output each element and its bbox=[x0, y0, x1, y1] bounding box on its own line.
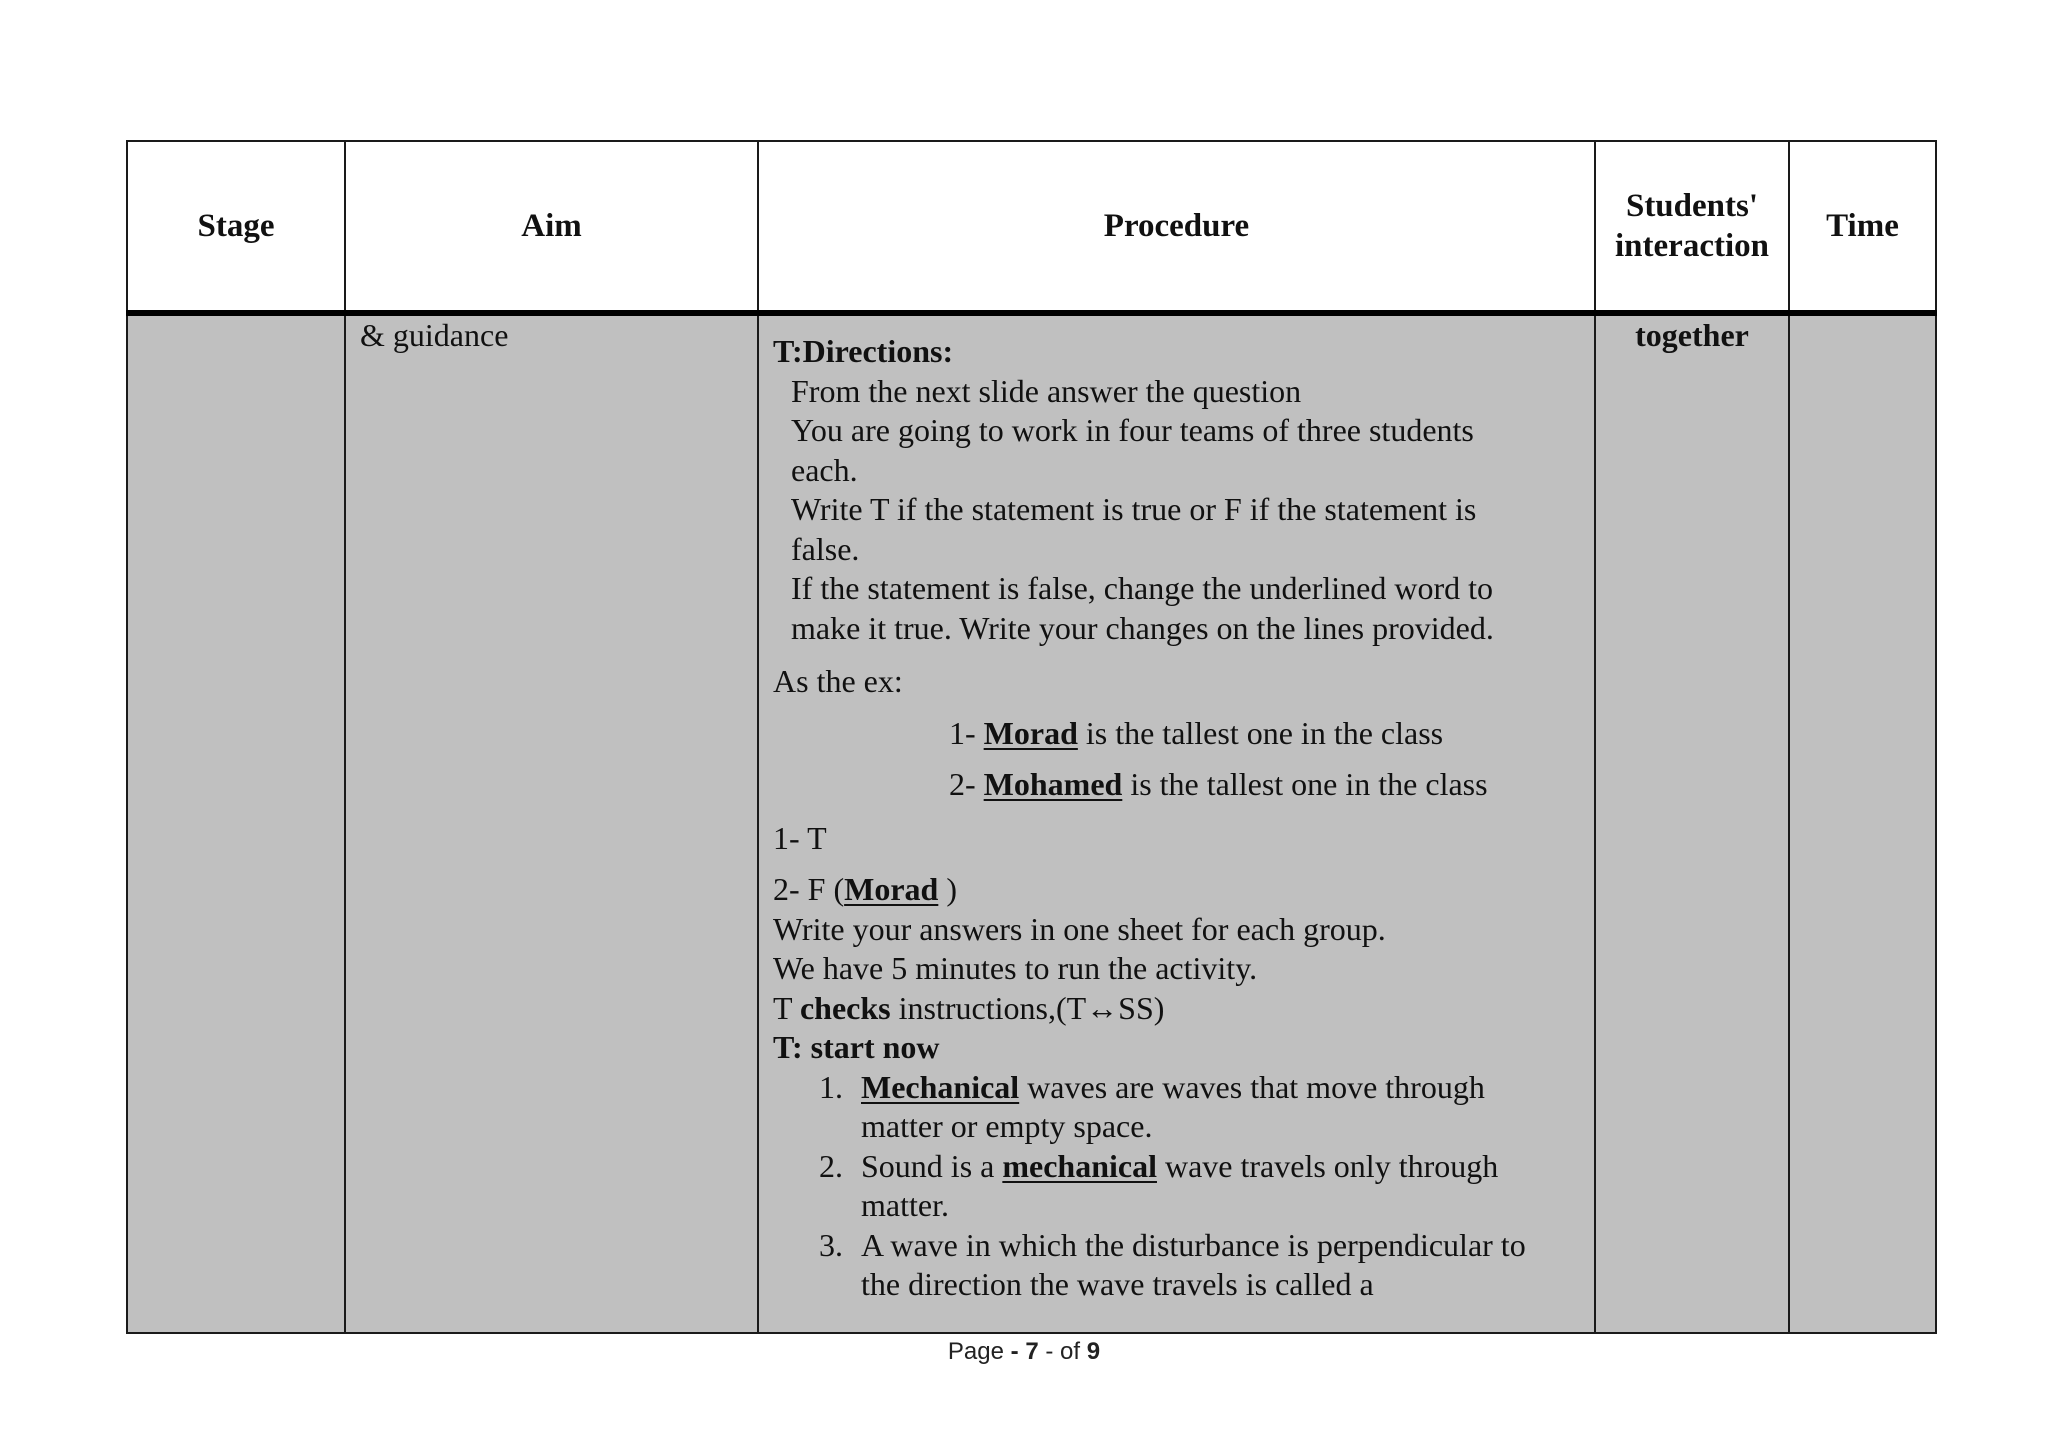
directions-heading: T:Directions: bbox=[773, 333, 954, 369]
statement-after: waves are waves that move through bbox=[1027, 1068, 1485, 1105]
statement-before: Sound is a bbox=[861, 1147, 995, 1184]
footer-page-number: 7 bbox=[1025, 1338, 1039, 1365]
list-item bbox=[819, 1226, 1576, 1305]
answer-1: 1- T bbox=[773, 819, 827, 856]
header-students-interaction-line2: interaction bbox=[1615, 228, 1769, 264]
statement-number: 1. bbox=[819, 1068, 843, 1105]
footer-of: - of bbox=[1045, 1338, 1081, 1365]
example-underlined-word: Morad bbox=[983, 714, 1078, 751]
example-intro: As the ex: bbox=[773, 663, 903, 699]
example-underlined-word: Mohamed bbox=[983, 766, 1123, 802]
footer-prefix: Page bbox=[947, 1338, 1004, 1365]
checks-bold: checks bbox=[799, 989, 891, 1026]
statement-underlined-word: Mechanical bbox=[861, 1068, 1020, 1105]
statement-underlined-word: mechanical bbox=[1002, 1147, 1157, 1184]
cell-time bbox=[1789, 313, 1936, 1333]
header-time: Time bbox=[1789, 141, 1936, 313]
directions-line: make it true. Write your changes on the lines provided. bbox=[791, 609, 1494, 646]
checks-line bbox=[773, 989, 1576, 1029]
cell-procedure bbox=[758, 313, 1595, 1333]
statement-number: 3. bbox=[819, 1226, 843, 1263]
example-number: 2- bbox=[949, 766, 976, 802]
statement-line-2: matter. bbox=[861, 1187, 949, 1223]
header-aim: Aim bbox=[345, 141, 758, 313]
example-text: is the tallest one in the class bbox=[1130, 766, 1488, 802]
example-line-2 bbox=[949, 765, 1576, 805]
directions-line: each. bbox=[791, 451, 858, 488]
checks-prefix: T bbox=[773, 989, 792, 1026]
header-procedure: Procedure bbox=[758, 141, 1595, 313]
header-stage: Stage bbox=[127, 141, 345, 313]
instruction-line: Write your answers in one sheet for each group. bbox=[773, 910, 1386, 947]
table-header-row bbox=[127, 141, 1936, 313]
cell-stage bbox=[127, 313, 345, 1333]
statement-line-1 bbox=[861, 1147, 1576, 1187]
cell-aim: & guidance bbox=[345, 313, 758, 1333]
example-block bbox=[773, 714, 1576, 805]
footer-total-pages: 9 bbox=[1086, 1338, 1101, 1365]
answer-2 bbox=[773, 870, 1576, 910]
directions-line: If the statement is false, change the underlined word to bbox=[791, 570, 1493, 606]
example-text: is the tallest one in the class bbox=[1085, 714, 1444, 751]
statement-line-1 bbox=[861, 1068, 1576, 1108]
statement-line-2: matter or empty space. bbox=[861, 1108, 1153, 1144]
directions-line: You are going to work in four teams of three students bbox=[791, 412, 1474, 448]
checks-suffix: instructions,(T↔SS) bbox=[898, 989, 1165, 1026]
statement-number: 2. bbox=[819, 1147, 843, 1184]
page-footer bbox=[0, 1338, 2048, 1366]
answer-2-word: Morad bbox=[844, 871, 939, 907]
statement-line-1: A wave in which the disturbance is perpendicular to bbox=[861, 1226, 1526, 1263]
directions-line: false. bbox=[791, 530, 860, 567]
directions-line: Write T if the statement is true or F if the statement is bbox=[791, 491, 1477, 527]
example-number: 1- bbox=[949, 714, 976, 751]
instruction-line: We have 5 minutes to run the activity. bbox=[773, 950, 1258, 986]
answer-2-prefix: 2- F ( bbox=[773, 871, 845, 907]
footer-dash: - bbox=[1010, 1338, 1019, 1365]
table-row bbox=[127, 313, 1936, 1333]
header-students-interaction bbox=[1595, 141, 1789, 313]
statement-after: wave travels only through bbox=[1164, 1147, 1499, 1184]
list-item bbox=[819, 1147, 1576, 1226]
example-line-1 bbox=[949, 714, 1576, 754]
header-students-interaction-line1: Students' bbox=[1625, 188, 1759, 224]
answer-2-suffix: ) bbox=[946, 871, 957, 907]
directions-line: From the next slide answer the question bbox=[791, 372, 1302, 409]
statements-list bbox=[773, 1068, 1576, 1305]
lesson-plan-table bbox=[126, 140, 1937, 1334]
start-now: T: start now bbox=[773, 1029, 940, 1065]
statement-line-2: the direction the wave travels is called a bbox=[861, 1266, 1374, 1302]
list-item bbox=[819, 1068, 1576, 1147]
cell-students-interaction: together bbox=[1595, 313, 1789, 1333]
directions-list bbox=[773, 372, 1576, 649]
